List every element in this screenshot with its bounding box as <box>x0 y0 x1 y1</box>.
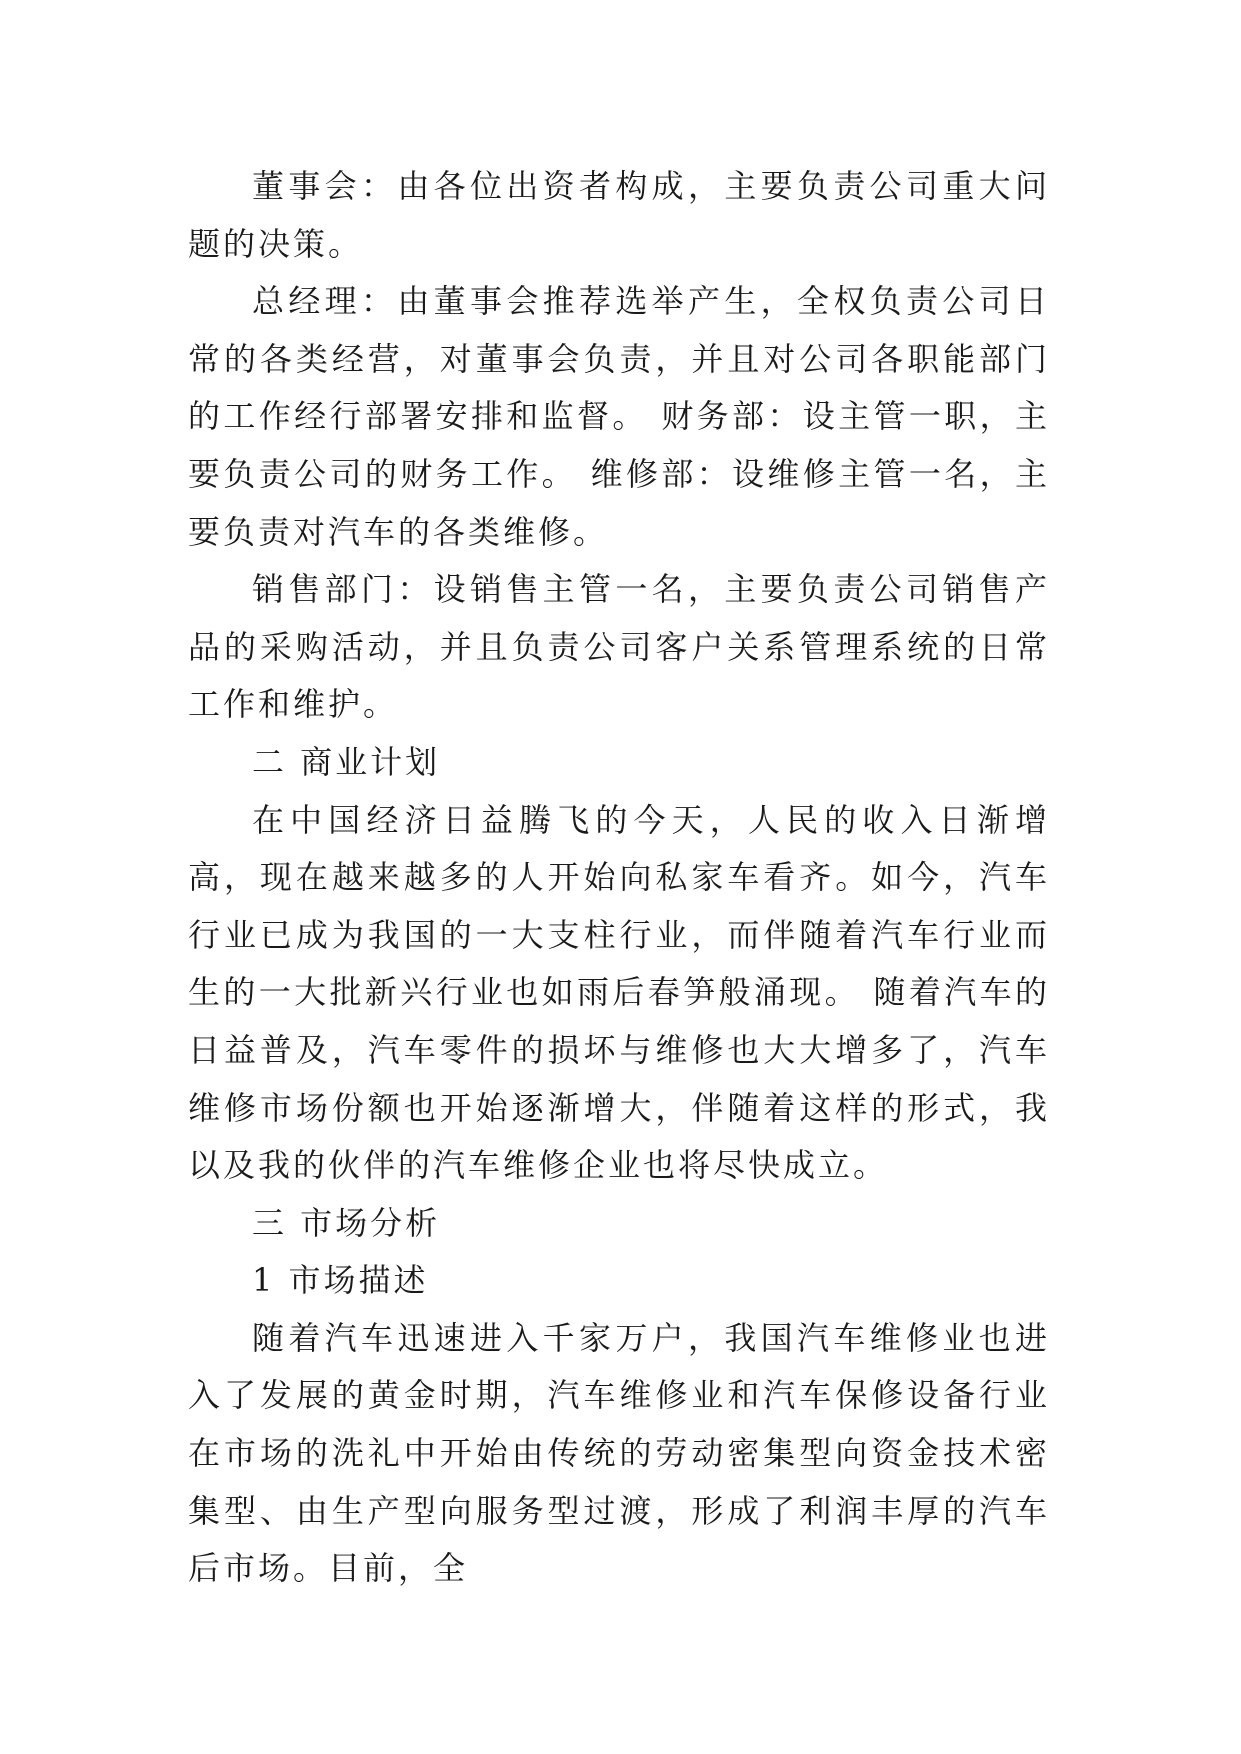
paragraph-board: 董事会：由各位出资者构成，主要负责公司重大问题的决策。 <box>188 167 1050 263</box>
subsection-heading-market-description: 1 市场描述 <box>252 1261 429 1300</box>
paragraph-sales-dept: 销售部门：设销售主管一名，主要负责公司销售产品的采购活动，并且负责公司客户关系管理系统的日常工作和维护。 <box>188 570 1050 724</box>
document-page <box>188 158 1050 1598</box>
paragraph-general-manager: 总经理：由董事会推荐选举产生，全权负责公司日常的各类经营，对董事会负责，并且对公司各职能部门的工作经行部署安排和监督。 财务部：设主管一职，主要负责公司的财务工作。 维修部：设维修主管一名，主要负责对汽车的各类维修。 <box>188 282 1050 551</box>
paragraph-business-plan: 在中国经济日益腾飞的今天，人民的收入日渐增高，现在越来越多的人开始向私家车看齐。如今，汽车行业已成为我国的一大支柱行业，而伴随着汽车行业而生的一大批新兴行业也如雨后春笋般涌现。 随着汽车的日益普及，汽车零件的损坏与维修也大大增多了，汽车维修市场份额也开始逐渐增大，伴随着这样的形式，我以及我的伙伴的汽车维修企业也将尽快成立。 <box>188 800 1050 1185</box>
section-heading-market-analysis: 三 市场分析 <box>252 1203 441 1242</box>
section-heading-business-plan: 二 商业计划 <box>252 742 441 781</box>
paragraph-market-description: 随着汽车迅速进入千家万户，我国汽车维修业也进入了发展的黄金时期，汽车维修业和汽车保修设备行业在市场的洗礼中开始由传统的劳动密集型向资金技术密集型、由生产型向服务型过渡，形成了利润丰厚的汽车后市场。目前，全 <box>188 1318 1050 1588</box>
